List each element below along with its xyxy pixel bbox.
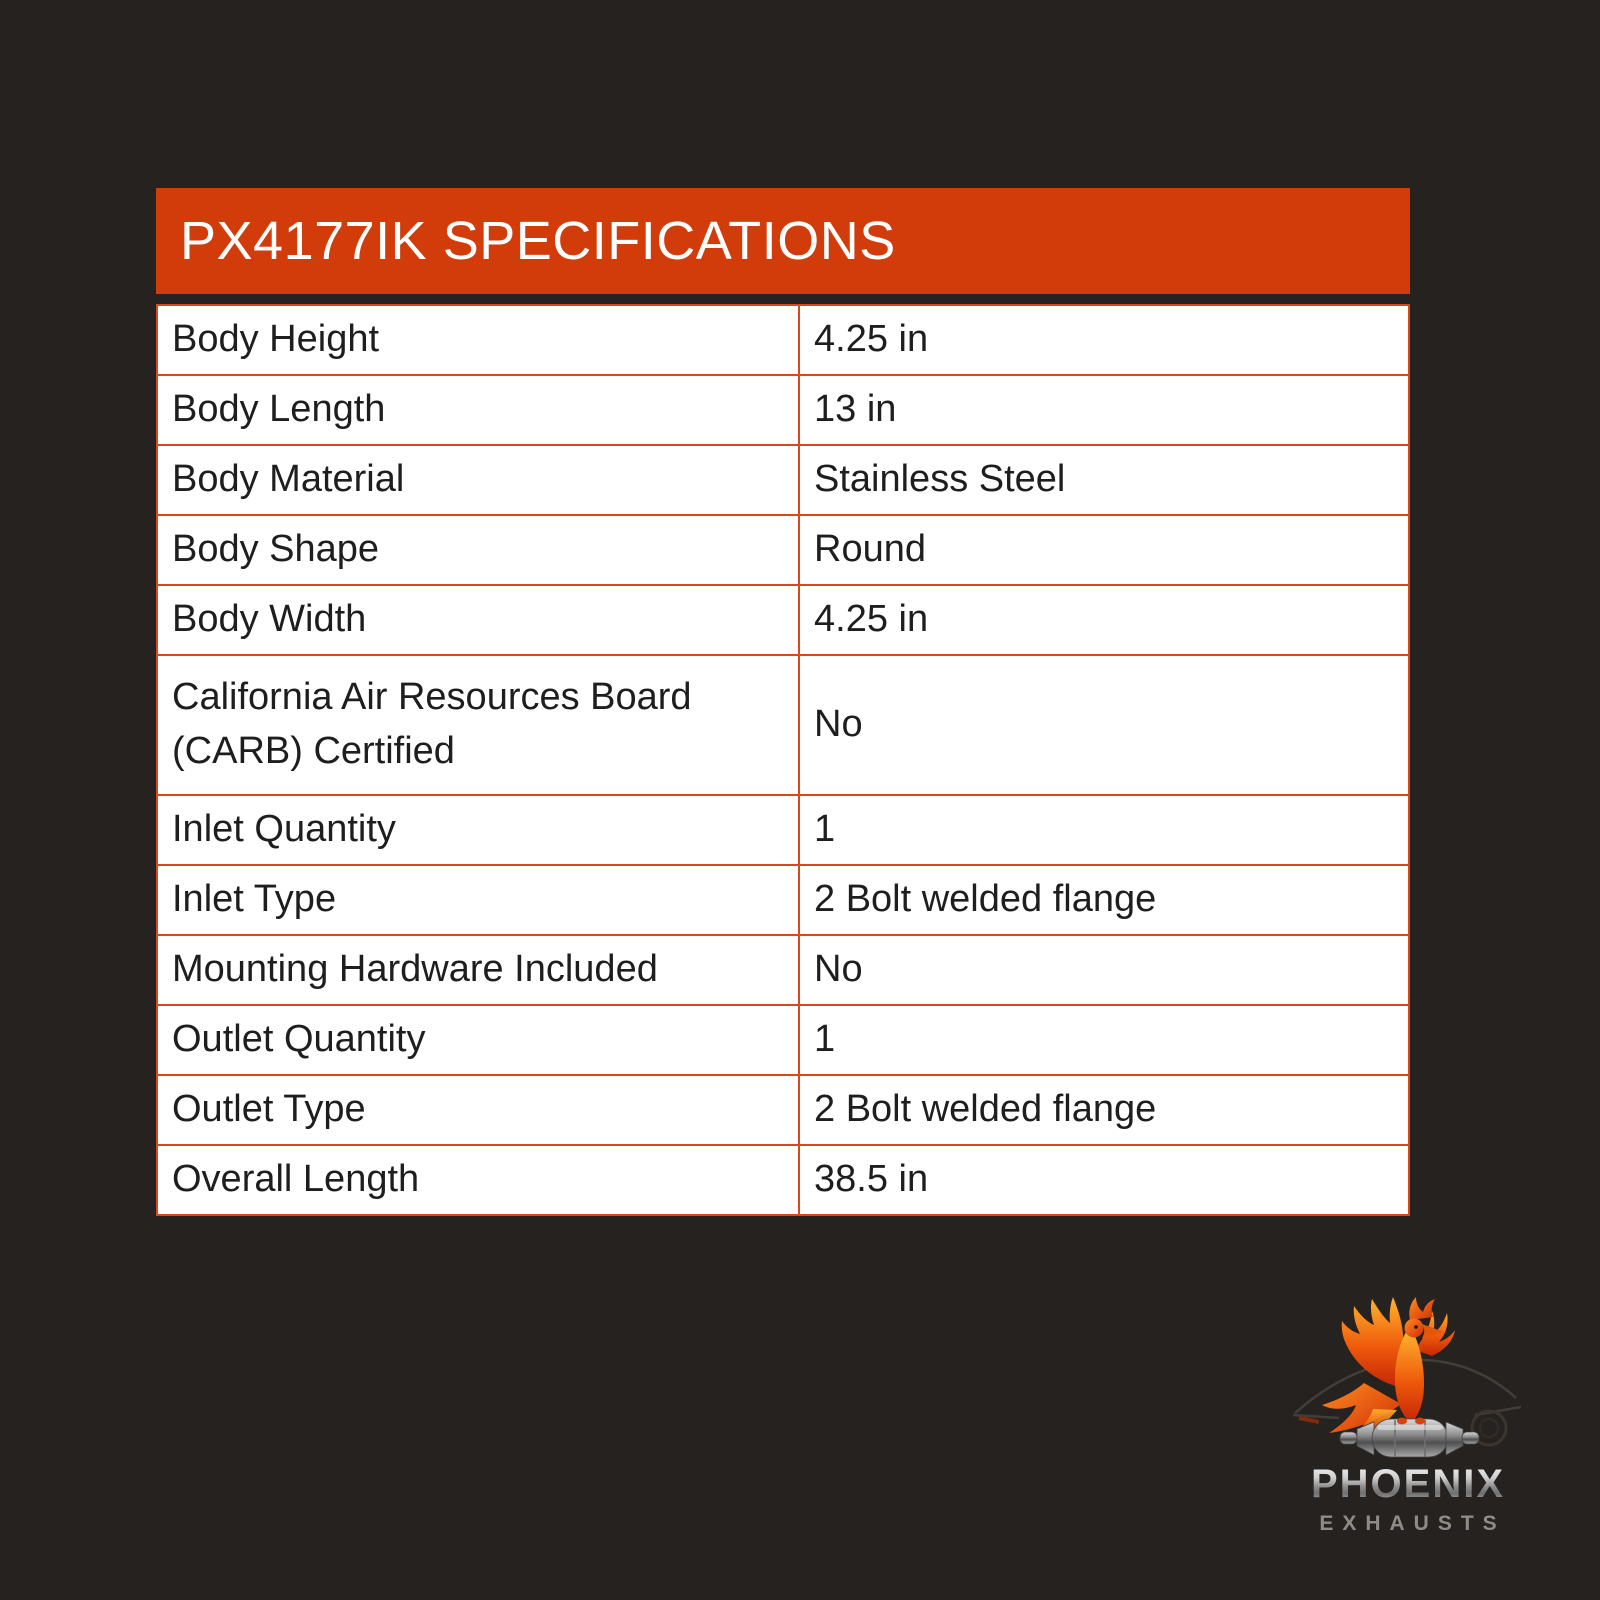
table-row bbox=[157, 865, 1409, 935]
spec-table bbox=[156, 304, 1410, 1216]
spec-label: Outlet Quantity bbox=[157, 1005, 799, 1075]
spec-header bbox=[156, 188, 1410, 294]
table-row bbox=[157, 795, 1409, 865]
brand-subtitle: EXHAUSTS bbox=[1319, 1512, 1506, 1535]
table-row bbox=[157, 445, 1409, 515]
phoenix-exhausts-logo bbox=[1283, 1292, 1533, 1536]
spec-label: Mounting Hardware Included bbox=[157, 935, 799, 1005]
table-row bbox=[157, 1005, 1409, 1075]
phoenix-logo-artwork bbox=[1283, 1292, 1533, 1462]
table-row bbox=[157, 305, 1409, 375]
page-title: PX4177IK SPECIFICATIONS bbox=[180, 211, 896, 271]
phoenix-eye bbox=[1414, 1325, 1418, 1329]
spec-label: Body Height bbox=[157, 305, 799, 375]
spec-value: 2 Bolt welded flange bbox=[799, 1075, 1409, 1145]
table-row bbox=[157, 1145, 1409, 1215]
spec-label: Inlet Type bbox=[157, 865, 799, 935]
spec-value: No bbox=[799, 935, 1409, 1005]
spec-value: 13 in bbox=[799, 375, 1409, 445]
spec-label: Body Width bbox=[157, 585, 799, 655]
spec-label: Outlet Type bbox=[157, 1075, 799, 1145]
table-row bbox=[157, 1075, 1409, 1145]
spec-label: California Air Resources Board (CARB) Certified bbox=[157, 655, 799, 795]
spec-label: Body Material bbox=[157, 445, 799, 515]
spec-label: Body Shape bbox=[157, 515, 799, 585]
spec-value: 2 Bolt welded flange bbox=[799, 865, 1409, 935]
spec-value: 4.25 in bbox=[799, 305, 1409, 375]
spec-value: 4.25 in bbox=[799, 585, 1409, 655]
spec-value: No bbox=[799, 655, 1409, 795]
spec-label: Overall Length bbox=[157, 1145, 799, 1215]
spec-value: Stainless Steel bbox=[799, 445, 1409, 515]
brand-name: PHOENIX bbox=[1283, 1462, 1533, 1507]
table-row bbox=[157, 585, 1409, 655]
table-row bbox=[157, 935, 1409, 1005]
spec-label: Inlet Quantity bbox=[157, 795, 799, 865]
spec-value: 38.5 in bbox=[799, 1145, 1409, 1215]
spec-value: 1 bbox=[799, 1005, 1409, 1075]
table-row bbox=[157, 655, 1409, 795]
spec-label: Body Length bbox=[157, 375, 799, 445]
spec-value: Round bbox=[799, 515, 1409, 585]
table-row bbox=[157, 375, 1409, 445]
spec-value: 1 bbox=[799, 795, 1409, 865]
table-row bbox=[157, 515, 1409, 585]
